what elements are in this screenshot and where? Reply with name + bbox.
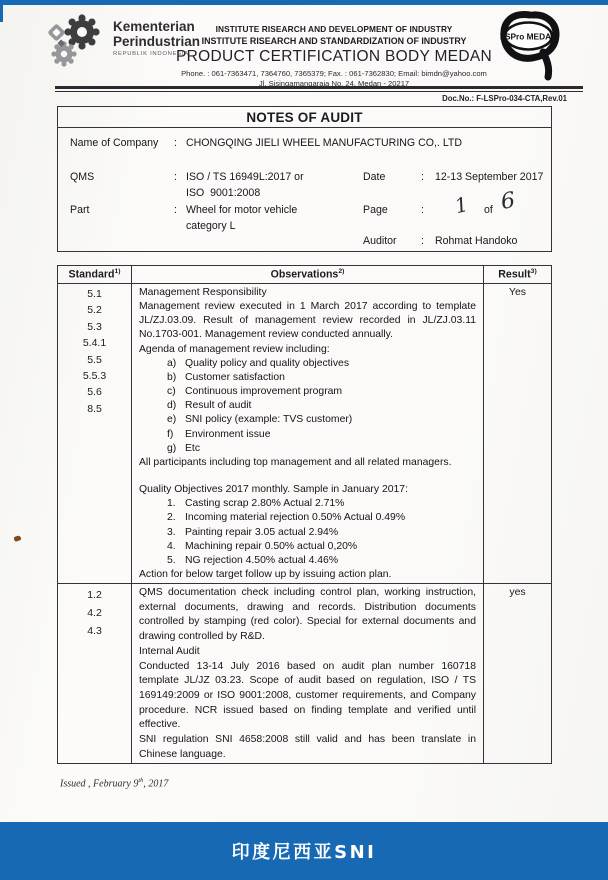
observation-paragraph: SNI regulation SNI 4658:2008 still valid and has been translate in Chinese language. bbox=[139, 734, 476, 760]
qms-value-line1: ISO / TS 16949L:2017 or bbox=[186, 171, 304, 183]
list-item bbox=[139, 385, 476, 399]
clause: 5.2 bbox=[87, 304, 102, 317]
table-row bbox=[58, 284, 551, 584]
qms-label: QMS bbox=[70, 171, 95, 183]
agenda-outro: All participants including top management and all related managers. bbox=[139, 456, 452, 468]
ministry-name-line1: Kementerian bbox=[113, 19, 195, 34]
list-text: Casting scrap 2.80% Actual 2.71% bbox=[185, 498, 345, 510]
clause: 5.5.3 bbox=[82, 370, 107, 383]
list-text: SNI policy (example: TVS customer) bbox=[185, 414, 353, 426]
table-header-row bbox=[58, 266, 551, 284]
colon: : bbox=[421, 235, 424, 247]
result-cell: yes bbox=[509, 586, 526, 598]
standard-footnote-ref: 1) bbox=[114, 268, 121, 275]
list-marker: 3. bbox=[167, 526, 176, 538]
colon: : bbox=[174, 137, 177, 149]
letterhead bbox=[158, 24, 510, 88]
gear-logo-icon bbox=[42, 12, 106, 70]
issued-year: , 2017 bbox=[143, 778, 169, 790]
lspro-logo-text: LSPro MEDAN bbox=[499, 31, 558, 42]
left-blue-border bbox=[0, 0, 3, 22]
document-title: NOTES OF AUDIT bbox=[58, 107, 551, 128]
blank-line bbox=[139, 470, 476, 483]
clause: 5.6 bbox=[87, 386, 102, 399]
clause: 4.3 bbox=[87, 625, 102, 637]
list-marker: c) bbox=[167, 386, 176, 398]
date-label: Date bbox=[363, 171, 386, 183]
certification-body-name: PRODUCT CERTIFICATION BODY MEDAN bbox=[176, 48, 492, 65]
list-item bbox=[139, 540, 476, 554]
standard-clauses-cell bbox=[58, 284, 132, 583]
list-text: NG rejection 4.50% actual 4.46% bbox=[185, 554, 339, 566]
clause: 4.2 bbox=[87, 607, 102, 619]
page-of-label: of bbox=[484, 204, 493, 216]
table-row bbox=[58, 584, 551, 763]
header-divider-rule bbox=[55, 86, 583, 92]
quality-objectives-outro: Action for below target follow up by issuing action plan. bbox=[139, 568, 392, 580]
list-marker: b) bbox=[167, 371, 177, 383]
issued-ordinal: th bbox=[138, 777, 144, 784]
date-value: 12-13 September 2017 bbox=[435, 171, 544, 183]
list-text: Environment issue bbox=[185, 428, 271, 440]
agenda-intro: Agenda of management review including: bbox=[139, 343, 330, 355]
list-text: Quality policy and quality objectives bbox=[185, 357, 350, 369]
list-text: Result of audit bbox=[185, 400, 252, 412]
clause: 5.5 bbox=[87, 353, 102, 366]
standard-clauses-cell bbox=[58, 584, 132, 763]
list-item bbox=[139, 399, 476, 413]
clause: 5.1 bbox=[87, 288, 102, 300]
list-item bbox=[139, 357, 476, 371]
address-line: Jl. Sisingamangaraja No. 24, Medan - 20217 bbox=[258, 79, 410, 88]
issued-text: Issued , February 9 bbox=[60, 778, 139, 790]
list-item bbox=[139, 526, 476, 540]
colon: : bbox=[174, 171, 177, 183]
list-item bbox=[139, 413, 476, 427]
standard-column-header: Standard$^{1)}$ bbox=[58, 266, 132, 283]
list-text: Machining repair 0.50% actual 0,20% bbox=[185, 540, 358, 552]
result-footnote-ref: 3) bbox=[530, 268, 537, 275]
observation-paragraph: Conducted 13-14 July 2016 based on audit plan number 160718 template JL/JZ 03.23. Scope of audit based on regulation, ISO / TS 169149:2009 or ISO 9001:2008, customer requirements, and Company procedure. NCR issued based on finding template and verified until effective. bbox=[139, 660, 476, 731]
audit-table bbox=[57, 265, 552, 764]
footer-banner-text: 印度尼西亚SNI bbox=[231, 842, 377, 863]
observations-footnote-ref: 2) bbox=[338, 268, 345, 275]
qms-value-line2: ISO 9001:2008 bbox=[186, 187, 261, 199]
list-item bbox=[139, 428, 476, 442]
scan-artifact bbox=[13, 535, 21, 542]
list-text: Incoming material rejection 0.50% Actual 0.49% bbox=[185, 512, 406, 524]
contact-line: Phone. : 061-7363471, 7364760, 7365379; Fax. : 061-7362830; Email: bimdn@yahoo.com bbox=[181, 69, 487, 78]
list-item bbox=[139, 497, 476, 511]
list-text: Painting repair 3.05 actual 2.94% bbox=[185, 526, 339, 538]
clause: 1.2 bbox=[87, 589, 102, 601]
list-text: Customer satisfaction bbox=[185, 371, 285, 383]
observation-heading: Internal Audit bbox=[139, 645, 200, 657]
doc-number: Doc.No.: F-LSPro-034-CTA,Rev.01 bbox=[442, 94, 567, 103]
auditor-value: Rohmat Handoko bbox=[435, 235, 518, 247]
footer-banner bbox=[0, 822, 608, 880]
list-marker: g) bbox=[167, 442, 177, 454]
company-label: Name of Company bbox=[70, 137, 159, 149]
observation-paragraph: QMS documentation check including control plan, working instruction, external documents, drawing and records. Distribution documents controlled by stamping (red color). Special for external documents and drawing controlled by R&D. bbox=[139, 587, 476, 643]
list-marker: 1. bbox=[167, 498, 176, 510]
handwritten-page-total: 6 bbox=[499, 188, 517, 215]
lspro-medan-logo bbox=[497, 8, 563, 87]
part-value-line1: Wheel for motor vehicle bbox=[186, 204, 298, 216]
top-blue-border bbox=[0, 0, 608, 5]
list-marker: f) bbox=[167, 428, 174, 440]
observation-heading: Management Responsibility bbox=[139, 287, 267, 298]
observations-cell bbox=[132, 584, 484, 763]
ministry-name-line2: Perindustrian bbox=[113, 33, 201, 49]
list-marker: d) bbox=[167, 400, 177, 412]
result-cell: Yes bbox=[508, 286, 527, 298]
clause: 8.5 bbox=[87, 402, 102, 415]
clause: 5.4.1 bbox=[82, 337, 107, 350]
part-value-line2: category L bbox=[186, 220, 236, 232]
list-item bbox=[139, 511, 476, 525]
quality-objectives-intro: Quality Objectives 2017 monthly. Sample in January 2017: bbox=[139, 484, 408, 496]
observation-paragraph: Management review executed in 1 March 2017 according to template JL/ZJ.03.09. Result of management review recorded in JL/ZJ.03.11 No.1703-001. Management review conducted annually. bbox=[139, 301, 476, 341]
colon: : bbox=[421, 171, 424, 183]
result-column-header: Result$^{3)}$ bbox=[498, 268, 537, 281]
company-value: CHONGQING JIELI WHEEL MANUFACTURING CO,. LTD bbox=[186, 137, 463, 149]
notes-of-audit-box bbox=[57, 106, 552, 252]
list-item bbox=[139, 442, 476, 456]
list-item bbox=[139, 371, 476, 385]
ministry-name-line3: REPUBLIK INDONESIA bbox=[113, 51, 189, 57]
colon: : bbox=[421, 204, 424, 216]
observations-cell bbox=[132, 284, 484, 583]
list-marker: e) bbox=[167, 414, 177, 426]
list-marker: 4. bbox=[167, 540, 176, 552]
list-text: Continuous improvement program bbox=[185, 386, 343, 398]
list-marker: 5. bbox=[167, 554, 176, 566]
list-marker: 2. bbox=[167, 512, 176, 524]
lspro-q-icon bbox=[497, 8, 563, 82]
list-marker: a) bbox=[167, 357, 177, 369]
list-item bbox=[139, 554, 476, 568]
institute-line-1: INSTITUTE RISEARCH AND DEVELOPMENT OF INDUSTRY bbox=[215, 24, 453, 34]
clause: 5.3 bbox=[87, 320, 102, 333]
list-text: Etc bbox=[185, 442, 201, 454]
observations-column-header: Observations$^{2)}$ bbox=[132, 266, 484, 283]
part-label: Part bbox=[70, 204, 90, 216]
auditor-label: Auditor bbox=[363, 235, 397, 247]
colon: : bbox=[174, 204, 177, 216]
issued-date-line bbox=[60, 777, 168, 789]
page-label: Page bbox=[363, 204, 388, 216]
institute-line-2: INSTITUTE RISEARCH AND STANDARDIZATION OF INDUSTRY bbox=[201, 36, 467, 46]
handwritten-page-number: 1 bbox=[452, 191, 471, 219]
